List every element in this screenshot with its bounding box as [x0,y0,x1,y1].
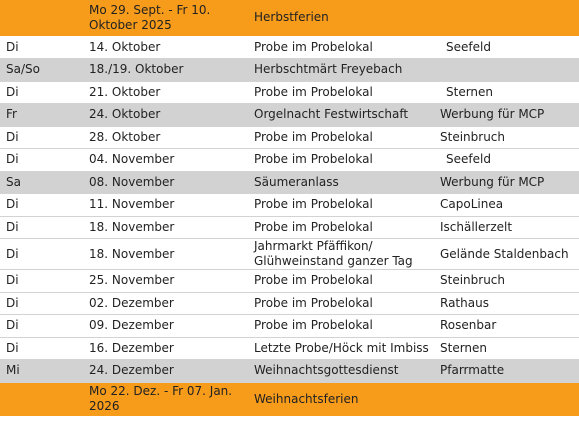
location-cell [436,36,579,59]
location-cell: Rosenbar [436,315,579,338]
date-cell: 04. November [84,149,250,172]
table-row [0,292,579,315]
location-cell [436,149,579,172]
location-text: Seefeld [446,152,491,167]
table-row [0,360,579,383]
date-cell: 18. November [84,239,250,270]
date-text: Mo 22. Dez. - Fr 07. Jan. 2026 [89,384,233,413]
location-cell: Ischällerzelt [436,216,579,239]
event-cell: Herbstferien [250,0,436,36]
day-cell: Di [0,216,84,239]
table-row [0,36,579,59]
event-cell: Letzte Probe/Höck mit Imbiss [250,337,436,360]
table-row [0,59,579,82]
location-cell [436,81,579,104]
day-cell: Di [0,270,84,293]
day-cell: Sa/So [0,59,84,82]
event-cell: Probe im Probelokal [250,36,436,59]
date-cell [84,0,250,36]
event-text: Jahrmarkt Pfäffikon/ Glühweinstand ganzer Tag [254,239,413,268]
location-cell: Steinbruch [436,126,579,149]
table-row [0,239,579,270]
event-cell: Probe im Probelokal [250,292,436,315]
location-text: Seefeld [446,39,491,54]
table-row [0,216,579,239]
location-cell [436,0,579,36]
date-cell: 21. Oktober [84,81,250,104]
event-cell: Probe im Probelokal [250,194,436,217]
date-cell: 11. November [84,194,250,217]
table-row [0,382,579,416]
location-cell: Rathaus [436,292,579,315]
day-cell [0,382,84,416]
table-row [0,337,579,360]
event-cell: Probe im Probelokal [250,315,436,338]
location-cell: Sternen [436,337,579,360]
location-cell: Werbung für MCP [436,104,579,127]
date-cell: 02. Dezember [84,292,250,315]
day-cell: Di [0,81,84,104]
day-cell [0,0,84,36]
table-row [0,0,579,36]
location-cell [436,59,579,82]
day-cell: Di [0,292,84,315]
table-row [0,126,579,149]
date-cell: 24. Oktober [84,104,250,127]
table-row [0,194,579,217]
event-cell: Probe im Probelokal [250,149,436,172]
table-row [0,149,579,172]
date-cell: 25. November [84,270,250,293]
event-cell: Orgelnacht Festwirtschaft [250,104,436,127]
event-cell: Probe im Probelokal [250,81,436,104]
day-cell: Di [0,149,84,172]
event-cell: Säumeranlass [250,171,436,194]
day-cell: Mi [0,360,84,383]
date-cell: 18. November [84,216,250,239]
table-row [0,270,579,293]
event-cell: Herbschtmärt Freyebach [250,59,436,82]
location-cell: Pfarrmatte [436,360,579,383]
date-text: Mo 29. Sept. - Fr 10. Oktober 2025 [89,2,211,32]
date-cell [84,382,250,416]
table-row [0,81,579,104]
day-cell: Fr [0,104,84,127]
date-cell: 28. Oktober [84,126,250,149]
day-cell: Di [0,36,84,59]
event-cell: Probe im Probelokal [250,126,436,149]
date-cell: 09. Dezember [84,315,250,338]
date-cell: 14. Oktober [84,36,250,59]
location-cell: Steinbruch [436,270,579,293]
day-cell: Di [0,337,84,360]
location-cell: CapoLinea [436,194,579,217]
location-cell [436,382,579,416]
day-cell: Di [0,315,84,338]
day-cell: Di [0,239,84,270]
date-cell: 24. Dezember [84,360,250,383]
location-cell: Werbung für MCP [436,171,579,194]
event-cell: Probe im Probelokal [250,270,436,293]
table-row [0,171,579,194]
date-cell: 16. Dezember [84,337,250,360]
date-cell: 08. November [84,171,250,194]
location-text: Sternen [446,84,494,99]
day-cell: Di [0,194,84,217]
day-cell: Di [0,126,84,149]
location-cell: Gelände Staldenbach [436,239,579,270]
day-cell: Sa [0,171,84,194]
event-cell [250,239,436,270]
event-cell: Weihnachtsferien [250,382,436,416]
event-cell: Weihnachtsgottesdienst [250,360,436,383]
date-cell: 18./19. Oktober [84,59,250,82]
table-row [0,315,579,338]
table-row [0,104,579,127]
event-cell: Probe im Probelokal [250,216,436,239]
